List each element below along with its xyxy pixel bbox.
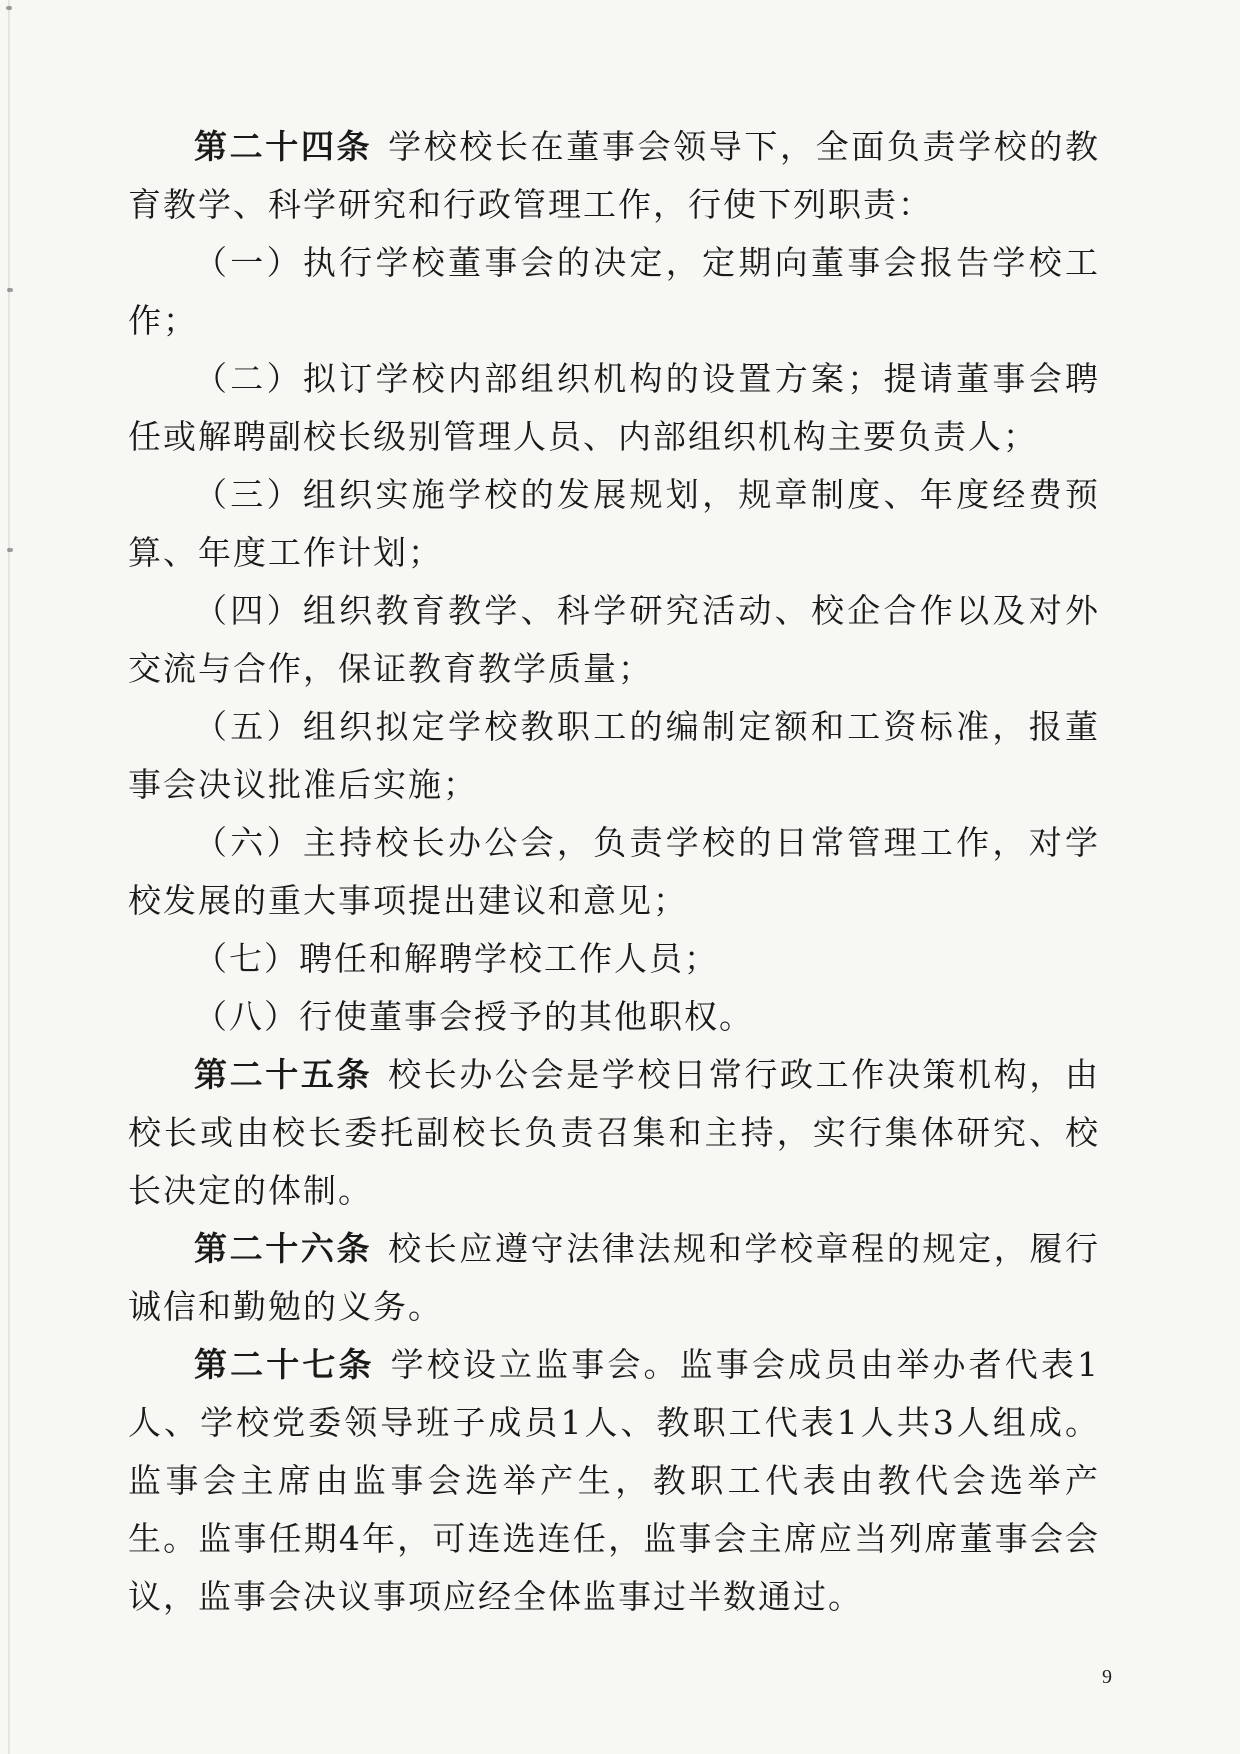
article-text: 学校设立监事会。监事会成员由举办者代表1人、学校党委领导班子成员1人、教职工代表1人共3人组成。监事会主席由监事会选举产生，教职工代表由教代会选举产生。监事任期4年，可连选连任，监事会主席应当列席董事会会议，监事会决议事项应经全体监事过半数通过。 xyxy=(128,1345,1100,1616)
duty-text: （七）聘任和解聘学校工作人员； xyxy=(194,939,719,978)
scan-mark xyxy=(7,288,13,292)
article-text: 校长应遵守法律法规和学校章程的规定，履行诚信和勤勉的义务。 xyxy=(128,1229,1100,1326)
duty-text: （四）组织教育教学、科学研究活动、校企合作以及对外交流与合作，保证教育教学质量； xyxy=(128,591,1100,688)
duty-item-1 xyxy=(128,234,1100,350)
duty-text: （三）组织实施学校的发展规划，规章制度、年度经费预算、年度工作计划； xyxy=(128,475,1100,572)
article-heading: 第二十七条 xyxy=(194,1345,375,1384)
duty-item-7 xyxy=(128,930,1100,988)
article-text: 校长办公会是学校日常行政工作决策机构，由校长或由校长委托副校长负责召集和主持，实行集体研究、校长决定的体制。 xyxy=(128,1055,1100,1210)
duty-item-8 xyxy=(128,988,1100,1046)
article-heading: 第二十六条 xyxy=(194,1229,373,1268)
page-number: 9 xyxy=(1102,1666,1112,1688)
article-heading: 第二十五条 xyxy=(194,1055,373,1094)
article-24 xyxy=(128,118,1100,234)
duty-item-6 xyxy=(128,814,1100,930)
duty-item-4 xyxy=(128,582,1100,698)
duty-text: （五）组织拟定学校教职工的编制定额和工资标准，报董事会决议批准后实施； xyxy=(128,707,1100,804)
scan-edge-shadow xyxy=(8,0,10,1754)
article-heading: 第二十四条 xyxy=(194,127,373,166)
scan-mark xyxy=(7,548,13,552)
scan-mark xyxy=(6,6,12,10)
article-26 xyxy=(128,1220,1100,1336)
document-body xyxy=(128,118,1100,1626)
duty-item-5 xyxy=(128,698,1100,814)
duty-text: （六）主持校长办公会，负责学校的日常管理工作，对学校发展的重大事项提出建议和意见； xyxy=(128,823,1100,920)
duty-item-2 xyxy=(128,350,1100,466)
article-27 xyxy=(128,1336,1100,1626)
duty-item-3 xyxy=(128,466,1100,582)
duty-text: （一）执行学校董事会的决定，定期向董事会报告学校工作； xyxy=(128,243,1100,340)
article-25 xyxy=(128,1046,1100,1220)
duty-text: （二）拟订学校内部组织机构的设置方案；提请董事会聘任或解聘副校长级别管理人员、内部组织机构主要负责人； xyxy=(128,359,1100,456)
article-text: 学校校长在董事会领导下，全面负责学校的教育教学、科学研究和行政管理工作，行使下列职责： xyxy=(128,127,1100,224)
duty-text: （八）行使董事会授予的其他职权。 xyxy=(194,997,754,1036)
